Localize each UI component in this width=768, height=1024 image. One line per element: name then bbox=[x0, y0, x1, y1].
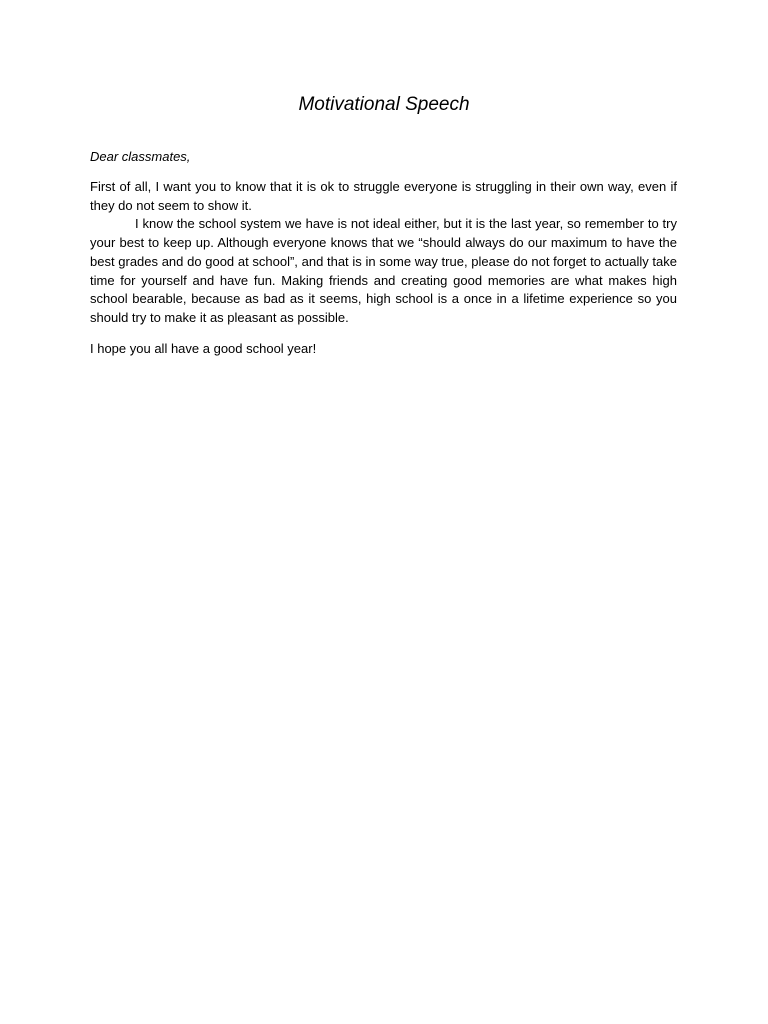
document-title: Motivational Speech bbox=[298, 94, 470, 115]
salutation: Dear classmates, bbox=[90, 149, 191, 164]
closing-line: I hope you all have a good school year! bbox=[90, 341, 317, 356]
body-paragraph bbox=[90, 178, 677, 328]
paragraph-first-part: First of all, I want you to know that it is ok to struggle everyone is struggling in their own way, even if they do not seem to show it. bbox=[90, 179, 677, 213]
paragraph-second-part: I know the school system we have is not ideal either, but it is the last year, so remember to try your best to keep up. Although everyone knows that we “should always do our maximum to have the best grades and do good at school”, and that is in some way true, please do not forget to actually take time for yourself and have fun. Making friends and creating good memories are what makes high school bearable, because as bad as it seems, high school is a once in a lifetime experience so you should try to make it as pleasant as possible. bbox=[90, 216, 677, 325]
